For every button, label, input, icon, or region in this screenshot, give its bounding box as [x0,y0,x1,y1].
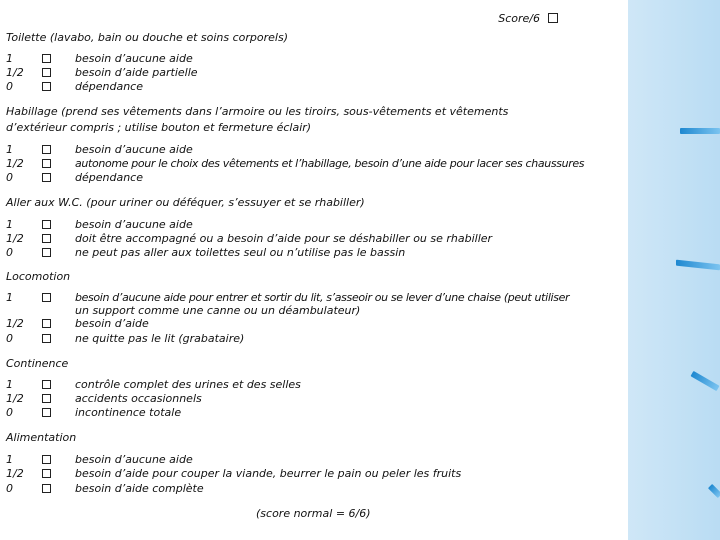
decorative-stripe [708,484,720,498]
item-score: 1 [6,143,13,156]
checkbox[interactable] [42,159,51,168]
decorative-stripe [691,371,720,391]
item-text: besoin d’aucune aide pour entrer et sortir du lit, s’asseoir ou se lever d’une chaise (peut utiliser [75,291,570,304]
list-item-continuation [0,304,628,318]
item-text: doit être accompagné ou a besoin d’aide pour se déshabiller ou se rhabiller [75,232,493,245]
list-item [0,246,628,260]
item-score: 0 [6,482,13,495]
item-score: 0 [6,406,13,419]
list-item [0,232,628,246]
list-item [0,482,628,496]
section-title-alimentation: Alimentation [6,431,77,444]
decorative-stripe [680,128,720,134]
section-title-locomotion: Locomotion [6,270,71,283]
list-item [0,143,628,157]
decorative-stripe [676,260,720,271]
item-text: ne peut pas aller aux toilettes seul ou n’utilise pas le bassin [75,246,406,259]
list-item [0,171,628,185]
checkbox[interactable] [42,293,51,302]
checkbox[interactable] [42,319,51,328]
item-text: besoin d’aide complète [75,482,204,495]
item-score: 0 [6,80,13,93]
decorative-side-panel [628,0,720,540]
list-item [0,406,628,420]
list-item [0,332,628,346]
checkbox[interactable] [42,54,51,63]
item-text: besoin d’aucune aide [75,218,193,231]
checkbox[interactable] [42,394,51,403]
item-score: 1 [6,453,13,466]
list-item [0,392,628,406]
item-score: 1 [6,291,13,304]
checkbox[interactable] [42,484,51,493]
section-title-habillage-line1: Habillage (prend ses vêtements dans l’armoire ou les tiroirs, sous-vêtements et vêtements [6,105,509,118]
checkbox[interactable] [42,173,51,182]
item-score: 1/2 [6,157,24,170]
item-score: 1/2 [6,467,24,480]
item-score: 0 [6,171,13,184]
item-text: dépendance [75,171,143,184]
checkbox[interactable] [42,145,51,154]
item-score: 1 [6,378,13,391]
list-item [0,467,628,481]
list-item [0,453,628,467]
score-checkbox[interactable] [548,13,558,23]
item-score: 1 [6,52,13,65]
checkbox[interactable] [42,68,51,77]
item-text: dépendance [75,80,143,93]
item-text: besoin d’aide [75,317,149,330]
item-text: besoin d’aide pour couper la viande, beurrer le pain ou peler les fruits [75,467,462,480]
item-score: 1 [6,218,13,231]
item-text-continuation: un support comme une canne ou un déambulateur) [75,304,361,317]
checkbox[interactable] [42,334,51,343]
checkbox[interactable] [42,408,51,417]
item-score: 1/2 [6,232,24,245]
item-score: 1/2 [6,392,24,405]
list-item [0,66,628,80]
item-text: accidents occasionnels [75,392,202,405]
list-item [0,317,628,331]
section-title-continence: Continence [6,357,69,370]
checkbox[interactable] [42,220,51,229]
list-item [0,291,628,305]
item-text: besoin d’aucune aide [75,143,193,156]
score-normal-note: (score normal = 6/6) [256,507,371,520]
list-item [0,378,628,392]
item-text: besoin d’aucune aide [75,453,193,466]
list-item [0,157,628,171]
checkbox[interactable] [42,248,51,257]
score-header [498,12,558,25]
list-item [0,80,628,94]
item-score: 1/2 [6,66,24,79]
item-score: 0 [6,246,13,259]
section-title-habillage-line2: d’extérieur compris ; utilise bouton et fermeture éclair) [6,121,312,134]
item-score: 1/2 [6,317,24,330]
item-text: ne quitte pas le lit (grabataire) [75,332,245,345]
item-text: besoin d’aucune aide [75,52,193,65]
list-item [0,218,628,232]
item-text: incontinence totale [75,406,182,419]
checkbox[interactable] [42,380,51,389]
checkbox[interactable] [42,469,51,478]
item-text: autonome pour le choix des vêtements et l’habillage, besoin d’une aide pour lacer ses chaussures [75,157,585,170]
list-item [0,52,628,66]
checkbox[interactable] [42,455,51,464]
score-header-label: Score/6 [498,12,540,25]
checkbox[interactable] [42,234,51,243]
item-text: besoin d’aide partielle [75,66,198,79]
item-score: 0 [6,332,13,345]
section-title-toilette: Toilette (lavabo, bain ou douche et soins corporels) [6,31,288,44]
item-text: contrôle complet des urines et des selles [75,378,301,391]
checkbox[interactable] [42,82,51,91]
section-title-wc: Aller aux W.C. (pour uriner ou déféquer, s’essuyer et se rhabiller) [6,196,365,209]
